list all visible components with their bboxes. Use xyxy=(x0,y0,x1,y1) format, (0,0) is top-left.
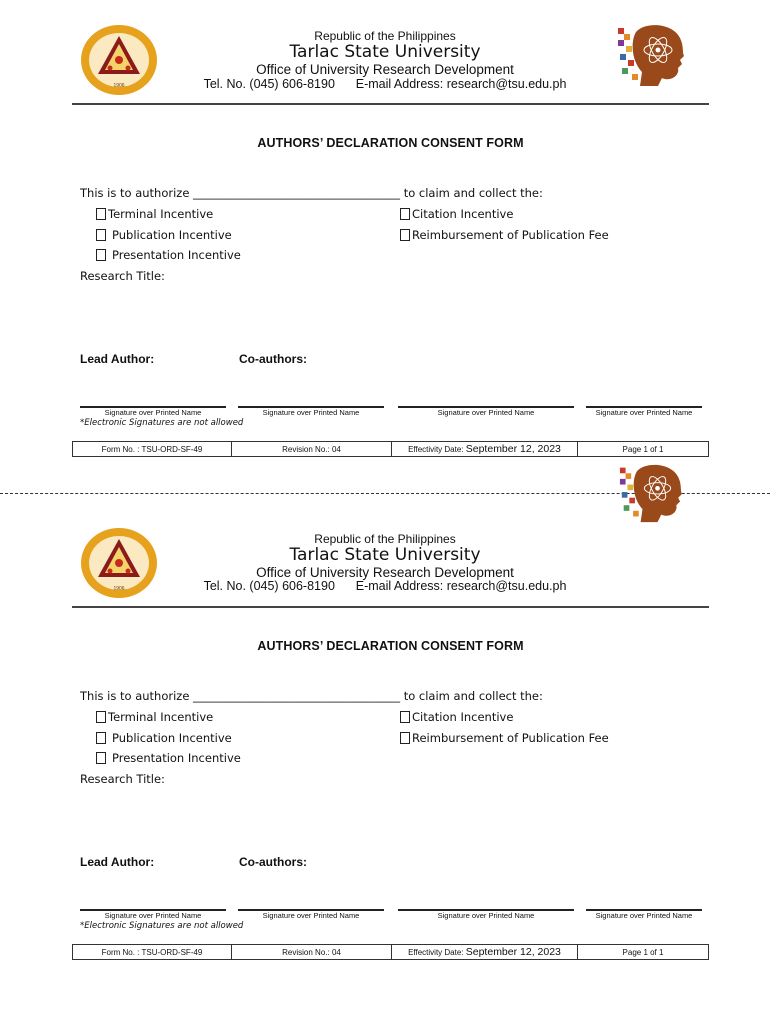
signature-caption: Signature over Printed Name xyxy=(262,408,360,417)
research-title-label: Research Title: xyxy=(80,772,165,786)
effectivity-value: September 12, 2023 xyxy=(465,946,561,958)
effectivity-date xyxy=(392,945,578,959)
checkbox[interactable] xyxy=(400,732,410,744)
presentation-incentive-label: Presentation Incentive xyxy=(112,751,241,765)
header-office: Office of University Research Development xyxy=(256,62,514,77)
research-head-logo xyxy=(614,22,686,88)
authorize-line: This is to authorize ____________________________________ to claim and collect the: xyxy=(80,186,543,200)
form-title: AUTHORS’ DECLARATION CONSENT FORM xyxy=(257,639,524,653)
publication-incentive-label: Publication Incentive xyxy=(112,731,232,745)
header-contact: Tel. No. (045) 606-8190 E-mail Address: research@tsu.edu.ph xyxy=(203,77,567,91)
signature-caption: Signature over Printed Name xyxy=(595,408,693,417)
electronic-signature-note: *Electronic Signatures are not allowed xyxy=(80,921,244,931)
lead-author-label: Lead Author: xyxy=(80,352,155,366)
header-office: Office of University Research Development xyxy=(256,565,514,580)
publication-incentive-option[interactable] xyxy=(96,228,232,242)
form-number: Form No. : TSU-ORD-SF-49 xyxy=(73,442,232,456)
citation-incentive-option[interactable] xyxy=(400,710,513,724)
signature-caption: Signature over Printed Name xyxy=(437,911,535,920)
form-footer xyxy=(72,944,709,960)
form-number: Form No. : TSU-ORD-SF-49 xyxy=(73,945,232,959)
presentation-incentive-option[interactable] xyxy=(96,248,241,262)
terminal-incentive-option[interactable] xyxy=(96,207,213,221)
publication-incentive-option[interactable] xyxy=(96,731,232,745)
consent-form-1 xyxy=(0,0,770,500)
header-divider xyxy=(72,103,709,105)
checkbox[interactable] xyxy=(400,711,410,723)
reimbursement-option[interactable] xyxy=(400,228,609,242)
signature-caption: Signature over Printed Name xyxy=(262,911,360,920)
consent-form-2 xyxy=(0,503,770,1003)
reimbursement-option[interactable] xyxy=(400,731,609,745)
form-title: AUTHORS’ DECLARATION CONSENT FORM xyxy=(257,136,524,150)
checkbox[interactable] xyxy=(400,208,410,220)
terminal-incentive-label: Terminal Incentive xyxy=(108,207,214,221)
terminal-incentive-label: Terminal Incentive xyxy=(108,710,214,724)
header-divider xyxy=(72,606,709,608)
checkbox[interactable] xyxy=(96,249,106,261)
effectivity-value: September 12, 2023 xyxy=(465,443,561,455)
header-republic: Republic of the Philippines xyxy=(314,29,456,43)
checkbox[interactable] xyxy=(96,229,106,241)
effectivity-label: Effectivity Date: xyxy=(408,947,464,957)
electronic-signature-note: *Electronic Signatures are not allowed xyxy=(80,418,244,428)
page-number: Page 1 of 1 xyxy=(622,947,664,957)
signature-caption: Signature over Printed Name xyxy=(595,911,693,920)
checkbox[interactable] xyxy=(96,711,106,723)
header-republic: Republic of the Philippines xyxy=(314,532,456,546)
citation-incentive-label: Citation Incentive xyxy=(412,710,514,724)
signature-caption: Signature over Printed Name xyxy=(104,911,202,920)
authorize-line: This is to authorize ____________________________________ to claim and collect the: xyxy=(80,689,543,703)
research-title-label: Research Title: xyxy=(80,269,165,283)
checkbox[interactable] xyxy=(96,752,106,764)
coauthors-label: Co-authors: xyxy=(239,855,307,869)
lead-author-label: Lead Author: xyxy=(80,855,155,869)
presentation-incentive-label: Presentation Incentive xyxy=(112,248,241,262)
effectivity-label: Effectivity Date: xyxy=(408,444,464,454)
revision-number: Revision No.: 04 xyxy=(232,442,392,456)
signature-caption: Signature over Printed Name xyxy=(437,408,535,417)
coauthors-label: Co-authors: xyxy=(239,352,307,366)
checkbox[interactable] xyxy=(96,732,106,744)
header-contact: Tel. No. (045) 606-8190 E-mail Address: research@tsu.edu.ph xyxy=(203,579,567,593)
form-footer xyxy=(72,441,709,457)
publication-incentive-label: Publication Incentive xyxy=(112,228,232,242)
citation-incentive-option[interactable] xyxy=(400,207,513,221)
presentation-incentive-option[interactable] xyxy=(96,751,241,765)
header-university: Tarlac State University xyxy=(289,545,481,565)
checkbox[interactable] xyxy=(400,229,410,241)
terminal-incentive-option[interactable] xyxy=(96,710,213,724)
checkbox[interactable] xyxy=(96,208,106,220)
signature-caption: Signature over Printed Name xyxy=(104,408,202,417)
effectivity-date xyxy=(392,442,578,456)
reimbursement-label: Reimbursement of Publication Fee xyxy=(412,731,609,745)
citation-incentive-label: Citation Incentive xyxy=(412,207,514,221)
revision-number: Revision No.: 04 xyxy=(232,945,392,959)
header-university: Tarlac State University xyxy=(289,42,481,62)
page-number: Page 1 of 1 xyxy=(622,444,664,454)
tsu-seal-logo xyxy=(80,527,158,599)
tsu-seal-logo xyxy=(80,24,158,96)
svg-text:1906: 1906 xyxy=(113,586,125,592)
svg-text:1906: 1906 xyxy=(113,83,125,89)
reimbursement-label: Reimbursement of Publication Fee xyxy=(412,228,609,242)
